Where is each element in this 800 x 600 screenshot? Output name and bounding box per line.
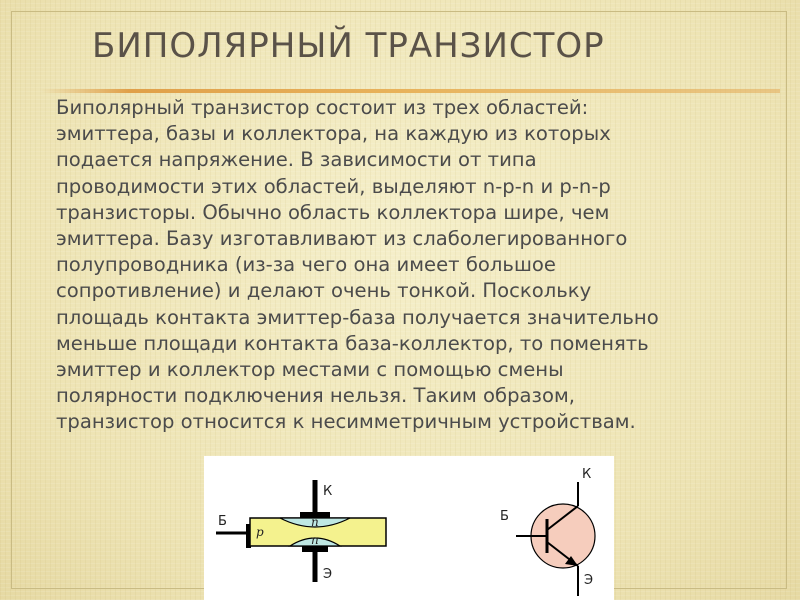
base-region-label: p <box>256 525 264 539</box>
transistor-diagram <box>204 456 614 600</box>
body-text <box>56 95 786 436</box>
body-line: площадь контакта эмиттер-база получается значительно <box>56 305 659 329</box>
body-line: сопротивление) и делают очень тонкой. Поскольку <box>56 279 592 303</box>
body-line: эмиттера, базы и коллектора, на каждую из которых <box>56 122 611 146</box>
symbol-collector-label: К <box>582 467 592 482</box>
symbol-base-label: Б <box>500 509 509 524</box>
transistor-structure <box>216 480 386 582</box>
symbol-emitter-label: Э <box>584 573 594 588</box>
structure-base-label: Б <box>218 514 227 529</box>
structure-collector-label: К <box>323 484 333 499</box>
transistor-diagram-svg <box>204 456 614 600</box>
body-line: полупроводника (из-за чего она имеет большое <box>56 253 556 277</box>
body-line: проводимости этих областей, выделяют n-p-n и p-n-p <box>56 174 611 198</box>
emitter-region-label: n <box>311 533 319 547</box>
body-line: транзисторы. Обычно область коллектора шире, чем <box>56 200 610 224</box>
body-line: эмиттер и коллектор местами с помощью смены <box>56 358 564 382</box>
body-line: транзистор относится к несимметричным устройствам. <box>56 410 636 434</box>
collector-region-label: n <box>311 515 319 529</box>
body-line: полярности подключения нельзя. Таким образом, <box>56 384 575 408</box>
body-line: меньше площади контакта база-коллектор, то поменять <box>56 331 649 355</box>
title-underline <box>40 89 780 93</box>
slide-title: БИПОЛЯРНЫЙ ТРАНЗИСТОР <box>92 26 605 66</box>
body-line: эмиттера. Базу изготавливают из слаболегированного <box>56 227 628 251</box>
transistor-symbol <box>500 467 595 596</box>
structure-emitter-label: Э <box>323 567 333 582</box>
body-line: Биполярный транзистор состоит из трех областей: <box>56 96 589 119</box>
body-line: подается напряжение. В зависимости от типа <box>56 148 537 172</box>
